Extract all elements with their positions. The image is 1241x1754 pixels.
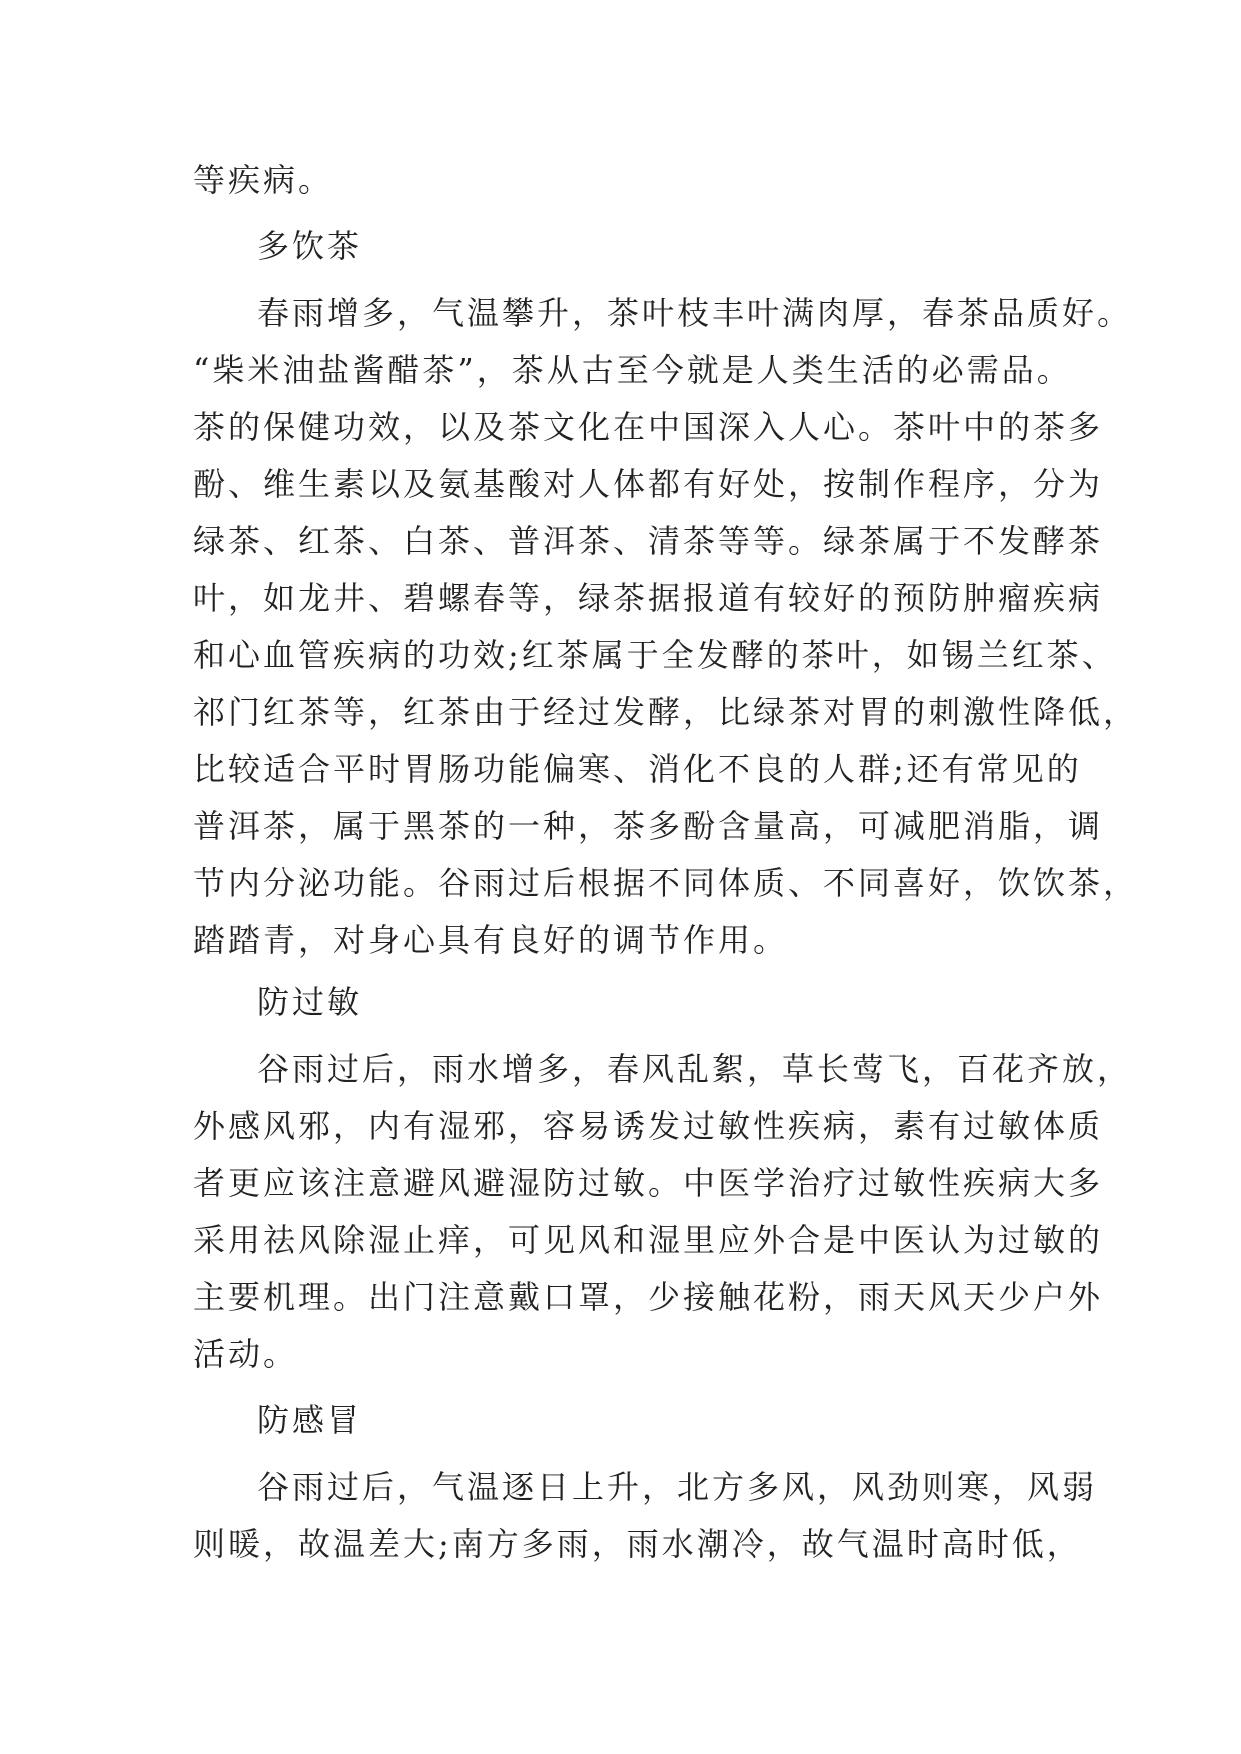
text-line: “柴米油盐酱醋茶”，茶从古至今就是人类生活的必需品。 bbox=[193, 351, 1072, 389]
text-line: 和心血管疾病的功效;红茶属于全发酵的茶叶，如锡兰红茶、 bbox=[193, 636, 1117, 674]
text-line: 祁门红茶等，红茶由于经过发酵，比绿茶对胃的刺激性降低， bbox=[193, 693, 1139, 731]
text-line: 酚、维生素以及氨基酸对人体都有好处，按制作程序，分为 bbox=[193, 465, 1104, 503]
text-line: 比较适合平时胃肠功能偏寒、消化不良的人群;还有常见的 bbox=[193, 750, 1082, 788]
text-line: 普洱茶，属于黑茶的一种，茶多酚含量高，可减肥消脂，调 bbox=[193, 807, 1104, 845]
text-line: 活动。 bbox=[193, 1335, 299, 1373]
text-line: 外感风邪，内有湿邪，容易诱发过敏性疾病，素有过敏体质 bbox=[193, 1107, 1104, 1145]
text-line: 茶的保健功效，以及茶文化在中国深入人心。茶叶中的茶多 bbox=[193, 408, 1104, 446]
text-line: 采用祛风除湿止痒，可见风和湿里应外合是中医认为过敏的 bbox=[193, 1221, 1104, 1259]
text-line: 主要机理。出门注意戴口罩，少接触花粉，雨天风天少户外 bbox=[193, 1278, 1104, 1316]
section-heading: 防过敏 bbox=[257, 983, 363, 1021]
text-line: 绿茶、红茶、白茶、普洱茶、清茶等等。绿茶属于不发酵茶 bbox=[193, 522, 1104, 560]
text-line: 踏踏青，对身心具有良好的调节作用。 bbox=[193, 921, 789, 959]
text-line: 谷雨过后，气温逐日上升，北方多风，风劲则寒，风弱 bbox=[257, 1468, 1098, 1506]
text-line: 叶，如龙井、碧螺春等，绿茶据报道有较好的预防肿瘤疾病 bbox=[193, 579, 1104, 617]
section-heading: 多饮茶 bbox=[257, 227, 363, 265]
text-line: 等疾病。 bbox=[193, 161, 334, 199]
section-heading: 防感冒 bbox=[257, 1401, 363, 1439]
text-line: 者更应该注意避风避湿防过敏。中医学治疗过敏性疾病大多 bbox=[193, 1164, 1104, 1202]
text-line: 春雨增多，气温攀升，茶叶枝丰叶满肉厚，春茶品质好。 bbox=[257, 294, 1133, 332]
text-line: 谷雨过后，雨水增多，春风乱絮，草长莺飞，百花齐放， bbox=[257, 1050, 1133, 1088]
text-line: 节内分泌功能。谷雨过后根据不同体质、不同喜好，饮饮茶， bbox=[193, 864, 1139, 902]
text-line: 则暖，故温差大;南方多雨，雨水潮冷，故气温时高时低， bbox=[193, 1525, 1082, 1563]
